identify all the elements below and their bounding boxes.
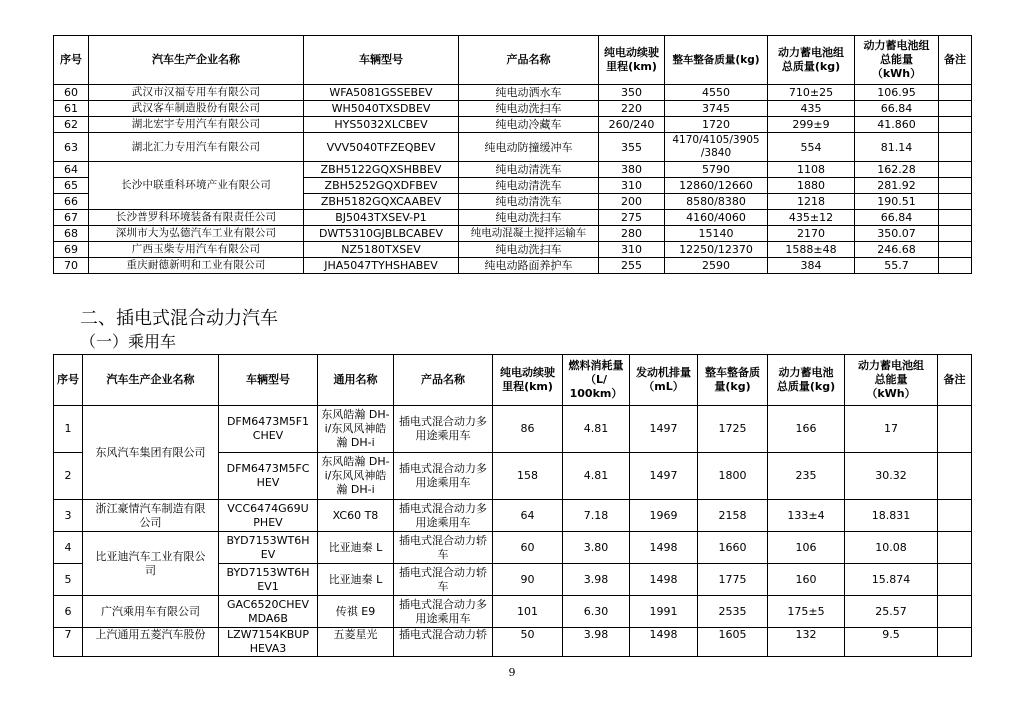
cell-range: 64	[493, 500, 563, 532]
cell-note	[939, 133, 972, 162]
cell-model: VCC6474G69U PHEV	[219, 500, 318, 532]
cell-battery-energy: 246.68	[855, 242, 939, 258]
cell-common-name: XC60 T8	[318, 500, 394, 532]
col-header-battery-energy: 动力蓄电池组 总能量 （kWh）	[855, 36, 939, 85]
cell-displacement: 1498	[630, 564, 698, 596]
col-header-displacement: 发动机排量 （mL）	[630, 355, 698, 406]
cell-common-name: 传祺 E9	[318, 596, 394, 628]
cell-note	[939, 226, 972, 242]
cell-product: 纯电动洗扫车	[459, 210, 599, 226]
table-row	[54, 596, 972, 628]
col-header-battery-mass: 动力蓄电池 总质量(kg)	[768, 355, 845, 406]
cell-note	[938, 453, 972, 500]
cell-model: BYD7153WT6H EV1	[219, 564, 318, 596]
cell-product: 纯电动洒水车	[459, 85, 599, 101]
cell-company: 广汽乘用车有限公司	[83, 596, 219, 628]
cell-battery-mass: 1880	[768, 178, 855, 194]
cell-product: 插电式混合动力多 用途乘用车	[394, 596, 493, 628]
cell-battery-energy: 81.14	[855, 133, 939, 162]
cell-mass: 2535	[698, 596, 768, 628]
cell-fuel: 3.98	[563, 564, 630, 596]
cell-battery-mass: 106	[768, 532, 845, 564]
cell-battery-mass: 166	[768, 406, 845, 453]
cell-no: 60	[54, 85, 89, 101]
cell-no: 7	[54, 628, 83, 657]
cell-mass: 12250/12370	[665, 242, 768, 258]
cell-company: 长沙普罗科环境装备有限责任公司	[89, 210, 304, 226]
cell-company: 武汉市汉福专用车有限公司	[89, 85, 304, 101]
cell-common-name: 五菱星光	[318, 628, 394, 657]
cell-battery-mass: 384	[768, 258, 855, 274]
ev-vehicle-table	[53, 35, 972, 274]
cell-product: 纯电动清洗车	[459, 194, 599, 210]
cell-model: WH5040TXSDBEV	[304, 101, 459, 117]
phev-passenger-table	[53, 354, 972, 657]
cell-no: 69	[54, 242, 89, 258]
cell-common-name: 比亚迪秦 L	[318, 532, 394, 564]
cell-no: 70	[54, 258, 89, 274]
cell-mass: 1800	[698, 453, 768, 500]
cell-common-name: 东风皓瀚 DH- i/东风风神皓 瀚 DH-i	[318, 453, 394, 500]
cell-range: 158	[493, 453, 563, 500]
cell-no: 67	[54, 210, 89, 226]
cell-company: 广西玉柴专用汽车有限公司	[89, 242, 304, 258]
cell-fuel: 3.98	[563, 628, 630, 657]
cell-mass: 3745	[665, 101, 768, 117]
table-header-row	[54, 355, 972, 406]
cell-product: 纯电动路面养护车	[459, 258, 599, 274]
cell-mass: 1660	[698, 532, 768, 564]
col-header-no: 序号	[54, 36, 89, 85]
cell-note	[938, 564, 972, 596]
table-row	[54, 628, 972, 657]
cell-no: 61	[54, 101, 89, 117]
cell-product: 纯电动洗扫车	[459, 101, 599, 117]
cell-no: 62	[54, 117, 89, 133]
col-header-mass: 整车整备质量(kg)	[665, 36, 768, 85]
cell-note	[938, 406, 972, 453]
cell-product: 纯电动清洗车	[459, 178, 599, 194]
cell-battery-energy: 9.5	[845, 628, 938, 657]
cell-note	[939, 101, 972, 117]
cell-company: 浙江豪情汽车制造有限 公司	[83, 500, 219, 532]
cell-model: NZ5180TXSEV	[304, 242, 459, 258]
cell-mass: 4160/4060	[665, 210, 768, 226]
cell-mass: 1775	[698, 564, 768, 596]
col-header-no: 序号	[54, 355, 83, 406]
cell-product: 纯电动清洗车	[459, 162, 599, 178]
cell-note	[939, 85, 972, 101]
section-title: 二、插电式混合动力汽车	[80, 308, 278, 329]
cell-range: 280	[599, 226, 665, 242]
col-header-model: 车辆型号	[304, 36, 459, 85]
cell-product: 插电式混合动力轿	[394, 628, 493, 657]
cell-range: 86	[493, 406, 563, 453]
cell-mass: 12860/12660	[665, 178, 768, 194]
cell-note	[938, 500, 972, 532]
cell-mass: 2590	[665, 258, 768, 274]
table-header-row	[54, 36, 972, 85]
cell-range: 101	[493, 596, 563, 628]
col-header-mass: 整车整备质 量(kg)	[698, 355, 768, 406]
cell-model: GAC6520CHEV MDA6B	[219, 596, 318, 628]
col-header-note: 备注	[938, 355, 972, 406]
cell-note	[939, 242, 972, 258]
cell-range: 380	[599, 162, 665, 178]
cell-battery-energy: 281.92	[855, 178, 939, 194]
cell-battery-mass: 1108	[768, 162, 855, 178]
cell-note	[938, 596, 972, 628]
cell-model: VVV5040TFZEQBEV	[304, 133, 459, 162]
cell-battery-mass: 2170	[768, 226, 855, 242]
col-header-model: 车辆型号	[219, 355, 318, 406]
cell-battery-energy: 25.57	[845, 596, 938, 628]
cell-range: 350	[599, 85, 665, 101]
cell-battery-energy: 66.84	[855, 101, 939, 117]
subsection-title: （一）乘用车	[80, 332, 177, 351]
table-row	[54, 532, 972, 564]
cell-model: BJ5043TXSEV-P1	[304, 210, 459, 226]
cell-product: 插电式混合动力多 用途乘用车	[394, 453, 493, 500]
cell-company: 武汉客车制造股份有限公司	[89, 101, 304, 117]
cell-company: 上汽通用五菱汽车股份	[83, 628, 219, 657]
col-header-product: 产品名称	[459, 36, 599, 85]
cell-model: LZW7154KBUP HEVA3	[219, 628, 318, 657]
col-header-battery-mass: 动力蓄电池组 总质量(kg)	[768, 36, 855, 85]
cell-range: 60	[493, 532, 563, 564]
cell-battery-energy: 106.95	[855, 85, 939, 101]
cell-battery-mass: 160	[768, 564, 845, 596]
cell-mass: 8580/8380	[665, 194, 768, 210]
col-header-battery-energy: 动力蓄电池组 总能量 （kWh）	[845, 355, 938, 406]
cell-note	[938, 628, 972, 657]
cell-range: 200	[599, 194, 665, 210]
cell-note	[939, 194, 972, 210]
cell-battery-energy: 17	[845, 406, 938, 453]
cell-model: HYS5032XLCBEV	[304, 117, 459, 133]
table-row	[54, 242, 972, 258]
cell-no: 6	[54, 596, 83, 628]
cell-company: 东风汽车集团有限公司	[83, 406, 219, 500]
cell-note	[939, 210, 972, 226]
cell-no: 4	[54, 532, 83, 564]
col-header-range: 纯电动续驶 里程(km)	[599, 36, 665, 85]
cell-product: 插电式混合动力多 用途乘用车	[394, 406, 493, 453]
table-row	[54, 101, 972, 117]
table-row	[54, 258, 972, 274]
cell-mass: 4550	[665, 85, 768, 101]
cell-battery-mass: 1588±48	[768, 242, 855, 258]
cell-battery-energy: 15.874	[845, 564, 938, 596]
cell-fuel: 6.30	[563, 596, 630, 628]
cell-battery-energy: 350.07	[855, 226, 939, 242]
table-row	[54, 133, 972, 162]
table-row	[54, 85, 972, 101]
cell-company: 湖北汇力专用汽车有限公司	[89, 133, 304, 162]
cell-range: 310	[599, 242, 665, 258]
cell-no: 63	[54, 133, 89, 162]
cell-mass: 5790	[665, 162, 768, 178]
cell-battery-mass: 175±5	[768, 596, 845, 628]
cell-battery-mass: 235	[768, 453, 845, 500]
cell-common-name: 东风皓瀚 DH- i/东风风神皓 瀚 DH-i	[318, 406, 394, 453]
cell-no: 1	[54, 406, 83, 453]
cell-model: DWT5310GJBLBCABEV	[304, 226, 459, 242]
cell-battery-energy: 162.28	[855, 162, 939, 178]
cell-range: 275	[599, 210, 665, 226]
table-row	[54, 500, 972, 532]
cell-battery-mass: 133±4	[768, 500, 845, 532]
cell-mass: 2158	[698, 500, 768, 532]
cell-mass: 1605	[698, 628, 768, 657]
cell-displacement: 1969	[630, 500, 698, 532]
col-header-note: 备注	[939, 36, 972, 85]
cell-product: 纯电动冷藏车	[459, 117, 599, 133]
cell-company: 重庆耐德新明和工业有限公司	[89, 258, 304, 274]
cell-battery-mass: 710±25	[768, 85, 855, 101]
cell-battery-energy: 18.831	[845, 500, 938, 532]
cell-range: 355	[599, 133, 665, 162]
cell-battery-energy: 55.7	[855, 258, 939, 274]
cell-company: 长沙中联重科环境产业有限公司	[89, 162, 304, 210]
cell-range: 220	[599, 101, 665, 117]
col-header-fuel: 燃料消耗量 （L/ 100km）	[563, 355, 630, 406]
cell-product: 插电式混合动力轿 车	[394, 532, 493, 564]
cell-note	[939, 117, 972, 133]
cell-mass: 4170/4105/3905 /3840	[665, 133, 768, 162]
cell-model: DFM6473M5F1 CHEV	[219, 406, 318, 453]
table-row	[54, 226, 972, 242]
cell-model: ZBH5182GQXCAABEV	[304, 194, 459, 210]
cell-displacement: 1498	[630, 532, 698, 564]
cell-mass: 1720	[665, 117, 768, 133]
cell-fuel: 4.81	[563, 453, 630, 500]
cell-company: 比亚迪汽车工业有限公 司	[83, 532, 219, 596]
cell-range: 310	[599, 178, 665, 194]
cell-range: 90	[493, 564, 563, 596]
cell-battery-mass: 1218	[768, 194, 855, 210]
cell-mass: 15140	[665, 226, 768, 242]
cell-product: 纯电动防撞缓冲车	[459, 133, 599, 162]
col-header-range: 纯电动续驶 里程(km)	[493, 355, 563, 406]
cell-note	[939, 258, 972, 274]
cell-battery-energy: 30.32	[845, 453, 938, 500]
cell-displacement: 1498	[630, 628, 698, 657]
cell-displacement: 1497	[630, 453, 698, 500]
cell-model: WFA5081GSSEBEV	[304, 85, 459, 101]
cell-range: 255	[599, 258, 665, 274]
cell-no: 65	[54, 178, 89, 194]
cell-battery-mass: 132	[768, 628, 845, 657]
col-header-product: 产品名称	[394, 355, 493, 406]
col-header-company: 汽车生产企业名称	[83, 355, 219, 406]
cell-model: JHA5047TYHSHABEV	[304, 258, 459, 274]
cell-range: 260/240	[599, 117, 665, 133]
cell-product: 插电式混合动力轿 车	[394, 564, 493, 596]
table-row	[54, 162, 972, 178]
cell-fuel: 3.80	[563, 532, 630, 564]
cell-product: 纯电动洗扫车	[459, 242, 599, 258]
cell-no: 68	[54, 226, 89, 242]
table-row	[54, 406, 972, 453]
cell-displacement: 1991	[630, 596, 698, 628]
cell-battery-energy: 10.08	[845, 532, 938, 564]
cell-battery-energy: 66.84	[855, 210, 939, 226]
cell-no: 64	[54, 162, 89, 178]
cell-common-name: 比亚迪秦 L	[318, 564, 394, 596]
cell-note	[939, 178, 972, 194]
cell-no: 5	[54, 564, 83, 596]
cell-battery-mass: 299±9	[768, 117, 855, 133]
cell-company: 湖北宏宇专用汽车有限公司	[89, 117, 304, 133]
cell-fuel: 7.18	[563, 500, 630, 532]
table-row	[54, 210, 972, 226]
cell-battery-energy: 41.860	[855, 117, 939, 133]
cell-company: 深圳市大为弘德汽车工业有限公司	[89, 226, 304, 242]
cell-battery-energy: 190.51	[855, 194, 939, 210]
cell-battery-mass: 554	[768, 133, 855, 162]
cell-model: BYD7153WT6H EV	[219, 532, 318, 564]
cell-battery-mass: 435	[768, 101, 855, 117]
cell-no: 66	[54, 194, 89, 210]
cell-note	[938, 532, 972, 564]
cell-no: 2	[54, 453, 83, 500]
cell-range: 50	[493, 628, 563, 657]
cell-model: ZBH5252GQXDFBEV	[304, 178, 459, 194]
cell-product: 插电式混合动力多 用途乘用车	[394, 500, 493, 532]
table-row	[54, 117, 972, 133]
cell-no: 3	[54, 500, 83, 532]
cell-note	[939, 162, 972, 178]
cell-model: DFM6473M5FC HEV	[219, 453, 318, 500]
page-number: 9	[508, 666, 516, 679]
cell-battery-mass: 435±12	[768, 210, 855, 226]
cell-product: 纯电动混凝土搅拌运输车	[459, 226, 599, 242]
col-header-common-name: 通用名称	[318, 355, 394, 406]
col-header-company: 汽车生产企业名称	[89, 36, 304, 85]
cell-displacement: 1497	[630, 406, 698, 453]
cell-fuel: 4.81	[563, 406, 630, 453]
cell-mass: 1725	[698, 406, 768, 453]
cell-model: ZBH5122GQXSHBBEV	[304, 162, 459, 178]
